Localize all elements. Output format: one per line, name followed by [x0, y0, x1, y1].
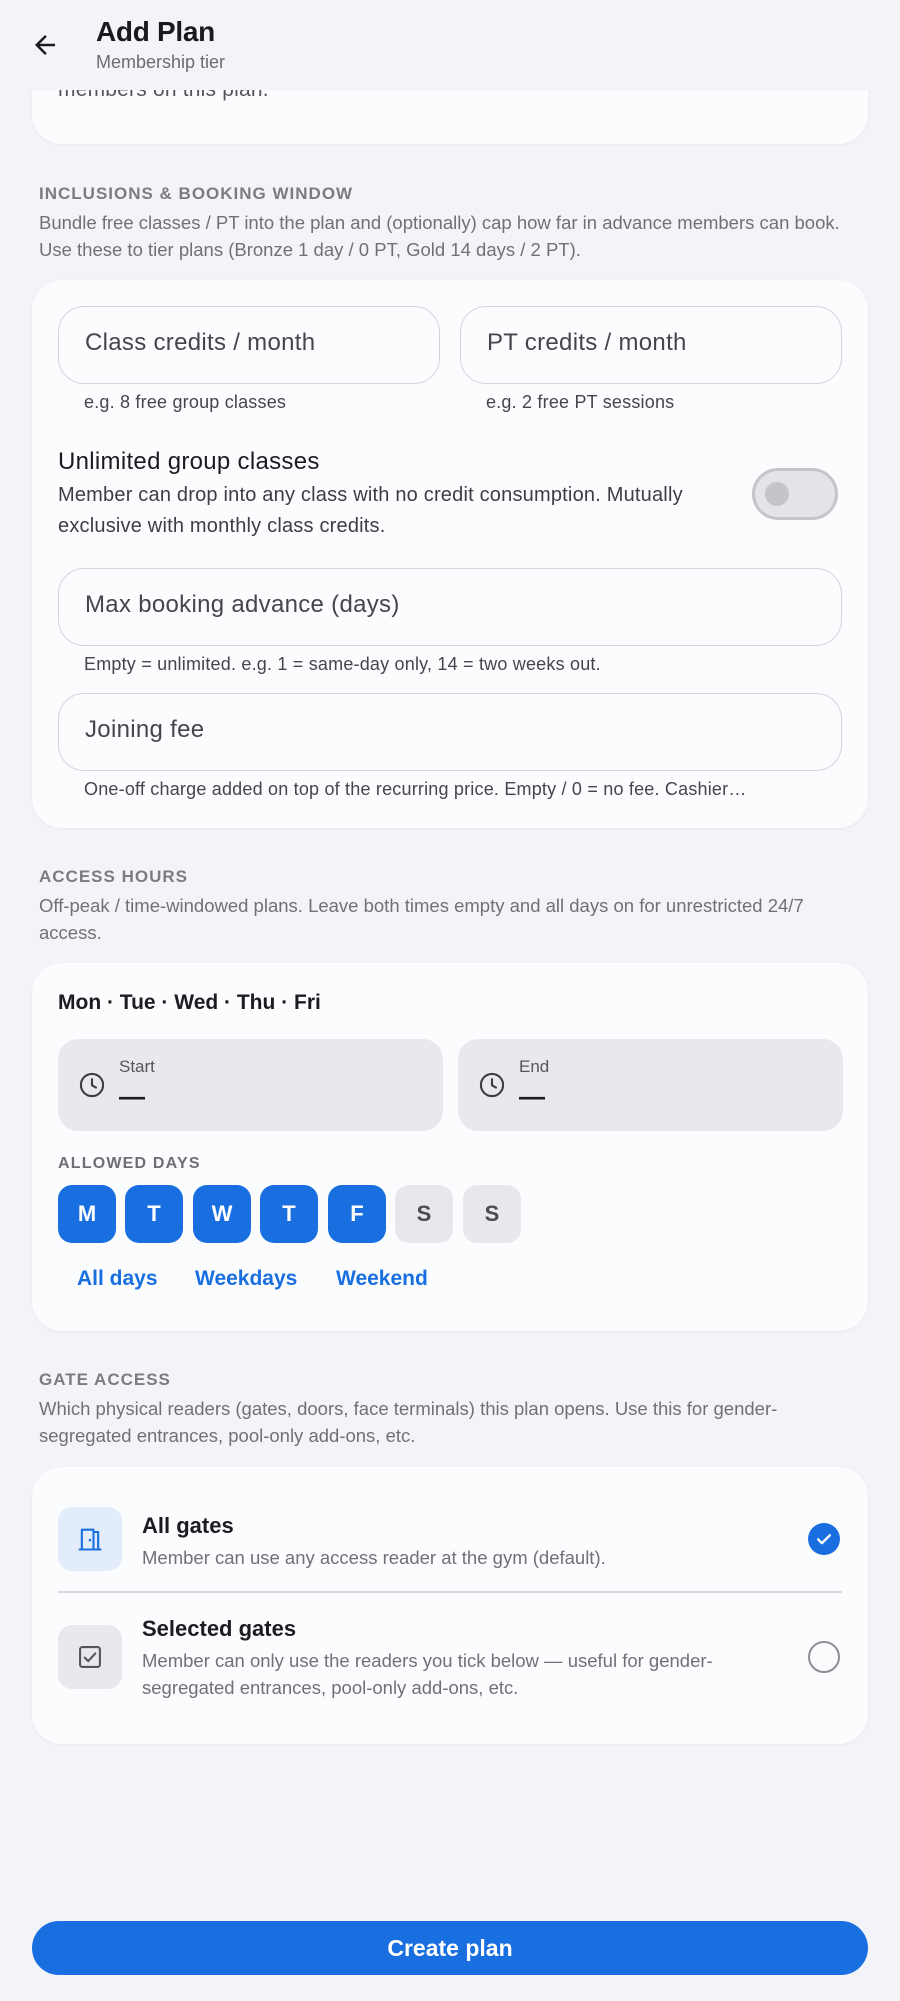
day-chip-thu[interactable]: T [260, 1185, 318, 1243]
check-icon [814, 1529, 834, 1549]
gate-option-description: Member can use any access reader at the gym (default). [142, 1547, 606, 1568]
access-hours-heading: ACCESS HOURS [39, 867, 188, 886]
start-label: Start [119, 1057, 155, 1076]
inclusions-heading: INCLUSIONS & BOOKING WINDOW [39, 184, 354, 203]
preset-weekend[interactable]: Weekend [336, 1267, 428, 1290]
page-subtitle: Membership tier [96, 52, 226, 72]
allowed-days-heading: ALLOWED DAYS [58, 1155, 201, 1172]
end-time-field[interactable] [458, 1039, 843, 1131]
access-hours-card [32, 963, 868, 1331]
gate-access-card [32, 1467, 868, 1744]
inclusions-card [32, 280, 868, 828]
joining-fee-helper: One-off charge added on top of the recurring price. Empty / 0 = no fee. Cashier… [84, 779, 747, 799]
door-icon [58, 1507, 122, 1571]
gate-option-description: Member can only use the readers you tick below — useful for gender-segregated entrances, pool-only add-ons, etc. [142, 1650, 713, 1698]
gate-option-radio-unselected[interactable] [808, 1641, 840, 1673]
max-booking-label: Max booking advance (days) [85, 591, 400, 618]
create-plan-button[interactable]: Create plan [32, 1921, 868, 1975]
class-credits-helper: e.g. 8 free group classes [84, 392, 287, 412]
day-chip-fri[interactable]: F [328, 1185, 386, 1243]
end-label: End [519, 1057, 550, 1076]
divider [58, 1591, 842, 1593]
day-chip-wed[interactable]: W [193, 1185, 251, 1243]
end-value: — [519, 1081, 545, 1111]
class-credits-field[interactable] [58, 306, 440, 384]
day-chip-mon[interactable]: M [58, 1185, 116, 1243]
max-booking-helper: Empty = unlimited. e.g. 1 = same-day only, 14 = two weeks out. [84, 654, 601, 674]
pt-credits-helper: e.g. 2 free PT sessions [486, 392, 675, 412]
day-chip-sun[interactable]: S [463, 1185, 521, 1243]
gate-access-heading: GATE ACCESS [39, 1370, 171, 1389]
day-chip-sat[interactable]: S [395, 1185, 453, 1243]
pt-credits-field[interactable] [460, 306, 842, 384]
clock-icon [78, 1071, 106, 1099]
access-hours-description: Off-peak / time-windowed plans. Leave both times empty and all days on for unrestricted 24/7 access. [39, 895, 804, 943]
inclusions-description: Bundle free classes / PT into the plan and (optionally) cap how far in advance members can book. Use these to tier plans (Bronze 1 day / 0 PT, Gold 14 days / 2 PT). [39, 212, 840, 260]
page-title: Add Plan [96, 16, 215, 47]
joining-fee-field[interactable] [58, 693, 842, 771]
start-time-field[interactable] [58, 1039, 443, 1131]
gate-option-radio-selected[interactable] [808, 1523, 840, 1555]
unlimited-classes-title: Unlimited group classes [58, 448, 320, 475]
class-credits-label: Class credits / month [85, 329, 316, 356]
max-booking-field[interactable] [58, 568, 842, 646]
day-chip-tue[interactable]: T [125, 1185, 183, 1243]
preset-all-days[interactable]: All days [77, 1267, 158, 1290]
app-bar [0, 0, 900, 90]
arrow-left-icon [30, 30, 60, 60]
start-value: — [119, 1081, 145, 1111]
checkbox-icon [58, 1625, 122, 1689]
joining-fee-label: Joining fee [85, 716, 205, 743]
pt-credits-label: PT credits / month [487, 329, 687, 356]
toggle-knob [765, 482, 789, 506]
gate-option-title: All gates [142, 1513, 234, 1538]
gate-option-title: Selected gates [142, 1616, 297, 1641]
gate-access-description: Which physical readers (gates, doors, face terminals) this plan opens. Use this for gender-segregated entrances, pool-only add-ons, etc. [39, 1398, 778, 1446]
clock-icon [478, 1071, 506, 1099]
preset-weekdays[interactable]: Weekdays [195, 1267, 298, 1290]
back-button[interactable] [22, 22, 68, 68]
unlimited-classes-description: Member can drop into any class with no credit consumption. Mutually exclusive with monthly class credits. [58, 484, 683, 537]
days-summary: Mon · Tue · Wed · Thu · Fri [58, 991, 321, 1014]
unlimited-classes-toggle[interactable] [752, 468, 838, 520]
